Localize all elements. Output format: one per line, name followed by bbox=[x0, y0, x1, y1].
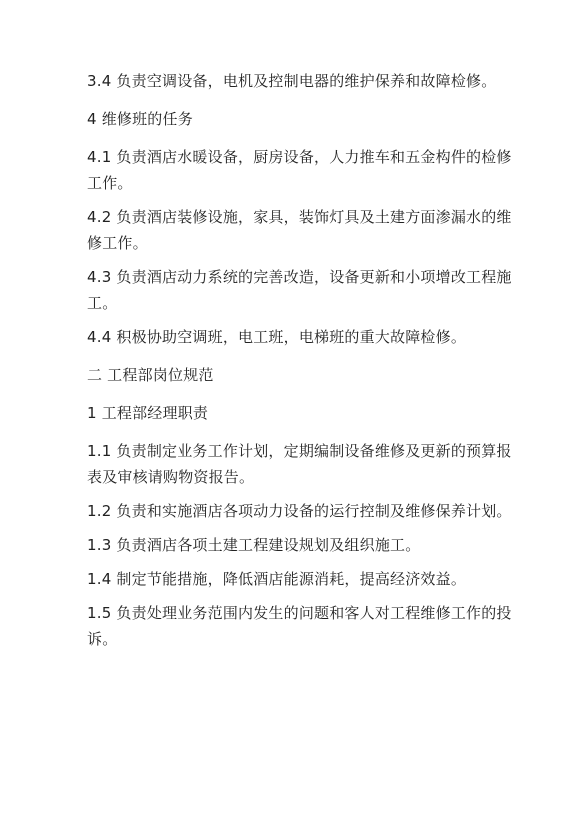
paragraph-4-1: 4.1 负责酒店水暖设备，厨房设备，人力推车和五金构件的检修工作。 bbox=[87, 148, 512, 192]
paragraph-4-3: 4.3 负责酒店动力系统的完善改造，设备更新和小项增改工程施工。 bbox=[87, 268, 512, 312]
spacer bbox=[87, 196, 514, 204]
document-body bbox=[87, 68, 514, 652]
paragraph-1-1: 1.1 负责制定业务工作计划，定期编制设备维修及更新的预算报表及审核请购物资报告。 bbox=[87, 442, 512, 486]
spacer bbox=[87, 490, 514, 498]
paragraph-3-4: 3.4 负责空调设备，电机及控制电器的维护保养和故障检修。 bbox=[87, 72, 497, 90]
paragraph-1-2: 1.2 负责和实施酒店各项动力设备的运行控制及维修保养计划。 bbox=[87, 502, 512, 520]
paragraph-4-4: 4.4 积极协助空调班，电工班，电梯班的重大故障检修。 bbox=[87, 328, 467, 346]
spacer bbox=[87, 388, 514, 400]
spacer bbox=[87, 426, 514, 438]
spacer bbox=[87, 316, 514, 324]
spacer bbox=[87, 256, 514, 264]
heading-4: 4 维修班的任务 bbox=[87, 110, 193, 128]
spacer bbox=[87, 132, 514, 144]
paragraph-1-5: 1.5 负责处理业务范围内发生的问题和客人对工程维修工作的投诉。 bbox=[87, 604, 512, 648]
section-heading-2: 二 工程部岗位规范 bbox=[87, 366, 214, 384]
spacer bbox=[87, 558, 514, 566]
heading-1: 1 工程部经理职责 bbox=[87, 404, 209, 422]
spacer bbox=[87, 592, 514, 600]
paragraph-1-4: 1.4 制定节能措施，降低酒店能源消耗，提高经济效益。 bbox=[87, 570, 467, 588]
spacer bbox=[87, 350, 514, 362]
spacer bbox=[87, 524, 514, 532]
paragraph-1-3: 1.3 负责酒店各项土建工程建设规划及组织施工。 bbox=[87, 536, 421, 554]
spacer bbox=[87, 94, 514, 106]
paragraph-4-2: 4.2 负责酒店装修设施，家具，装饰灯具及土建方面渗漏水的维修工作。 bbox=[87, 208, 512, 252]
